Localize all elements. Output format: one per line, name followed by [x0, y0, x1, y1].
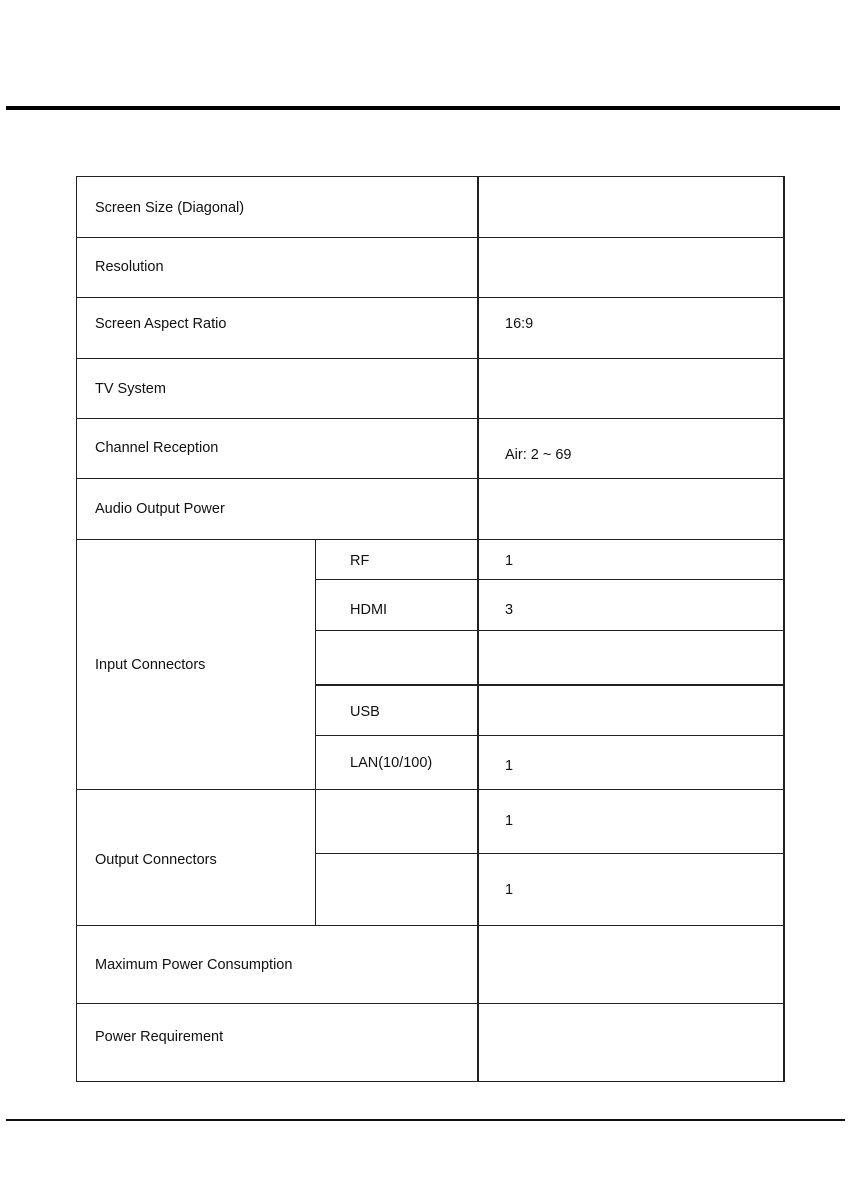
row-label-aspect-ratio: Screen Aspect Ratio [95, 316, 227, 332]
input-connector-value: 1 [505, 758, 514, 774]
table-border-top [76, 176, 785, 177]
subrow-divider [315, 735, 785, 736]
row-divider [76, 478, 785, 479]
row-divider [76, 925, 785, 926]
subrow-divider [315, 853, 785, 854]
input-connector-name: RF [350, 553, 370, 569]
table-border-right [783, 176, 785, 1082]
row-divider [76, 358, 785, 359]
row-label-resolution: Resolution [95, 259, 164, 275]
input-connector-name: LAN(10/100) [350, 755, 433, 771]
row-label-tv-system: TV System [95, 381, 166, 397]
column-divider [477, 176, 479, 1082]
row-divider [76, 297, 785, 298]
row-divider [76, 539, 785, 540]
output-connectors-label: Output Connectors [95, 852, 217, 868]
row-divider [76, 789, 785, 790]
row-divider [76, 1003, 785, 1004]
row-divider [76, 418, 785, 419]
table-border-bottom [76, 1081, 785, 1082]
table-border-left [76, 176, 77, 1082]
input-connector-value: 1 [505, 553, 514, 569]
row-label-channel-reception: Channel Reception [95, 440, 219, 456]
input-connector-name: HDMI [350, 602, 388, 618]
row-value-channel-reception: Air: 2 ~ 69 [505, 447, 572, 463]
subrow-divider [315, 630, 785, 631]
row-label-audio-output: Audio Output Power [95, 501, 225, 517]
subrow-divider [315, 579, 785, 580]
row-value-aspect-ratio: 16:9 [505, 316, 534, 332]
subcolumn-divider [315, 539, 316, 925]
row-label-screen-size: Screen Size (Diagonal) [95, 200, 245, 216]
output-connector-value: 1 [505, 882, 514, 898]
footer-rule [6, 1119, 845, 1121]
output-connector-value: 1 [505, 813, 514, 829]
row-divider [76, 237, 785, 238]
input-connector-name: USB [350, 704, 380, 720]
subrow-divider [315, 684, 785, 686]
header-rule [6, 106, 840, 110]
input-connectors-label: Input Connectors [95, 657, 206, 673]
row-label-power-requirement: Power Requirement [95, 1029, 224, 1045]
input-connector-value: 3 [505, 602, 514, 618]
row-label-max-power: Maximum Power Consumption [95, 957, 293, 973]
